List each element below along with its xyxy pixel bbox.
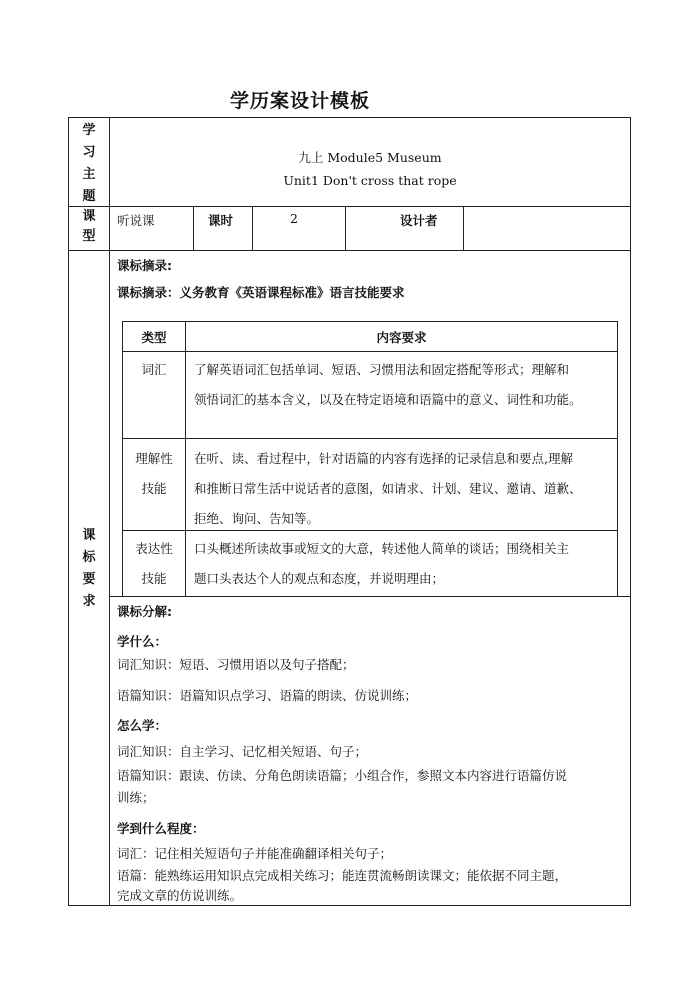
table-label-column-divider (109, 117, 110, 906)
table-row-divider (68, 206, 631, 207)
level-line-3: 完成文章的仿说训练。 (117, 888, 243, 903)
inner-table-border-top (122, 321, 618, 322)
table-row-divider (110, 596, 631, 597)
table-cell-divider (193, 206, 194, 250)
vocab-content-cell: 了解英语词汇包括单词、短语、习惯用法和固定搭配等形式；理解和 领悟词汇的基本含义，以及在特定语境和语篇中的意义、词性和功能。 (194, 362, 582, 407)
what-heading: 学什么： (117, 634, 168, 649)
requirements-label: 课 标 要 求 (82, 528, 96, 609)
level-line-1: 词汇：记住相关短语句子并能准确翻译相关句子； (117, 846, 393, 861)
table-cell-divider (252, 206, 253, 250)
hours-label: 课时 (208, 213, 234, 228)
table-row-divider (68, 250, 631, 251)
comprehension-content-cell: 在听、读、看过程中，针对语篇的内容有选择的记录信息和要点,理解 和推断日常生活中说话者的意图，如请求、计划、建议、邀请、道歉、 拒绝、询问、告知等。 (194, 451, 582, 526)
expression-type-cell: 表达性 技能 (135, 541, 173, 586)
how-heading: 怎么学： (117, 718, 168, 733)
inner-col-content-header: 内容要求 (376, 330, 427, 345)
inner-table-row-divider (122, 351, 618, 352)
excerpt-line: 课标摘录：义务教育《英语课程标准》语言技能要求 (117, 285, 405, 300)
topic-line-2: Unit1 Don't cross that rope (283, 173, 457, 188)
type-label: 课 型 (82, 209, 96, 244)
table-cell-divider (345, 206, 346, 250)
how-line-2: 语篇知识：跟读、仿读、分角色朗读语篇；小组合作，参照文本内容进行语篇仿说 (117, 768, 568, 783)
how-line-3: 训练； (117, 790, 155, 805)
table-border-top (68, 117, 631, 118)
inner-col-type-header: 类型 (141, 330, 167, 345)
table-cell-divider (463, 206, 464, 250)
topic-line-1: 九上 Module5 Museum (298, 150, 442, 165)
document-title: 学历案设计模板 (229, 90, 370, 112)
vocab-type-cell: 词汇 (141, 362, 167, 377)
topic-label: 学 习 主 题 (82, 123, 96, 204)
inner-table-border-right (617, 321, 618, 596)
comprehension-type-cell: 理解性 技能 (135, 451, 173, 496)
designer-label: 设计者 (400, 213, 438, 228)
what-line-1: 词汇知识：短语、习惯用语以及句子搭配； (117, 657, 355, 672)
expression-content-cell: 口头概述所读故事或短文的大意，转述他人简单的谈话；围绕相关主 题口头表达个人的观点和态度，并说明理由； (194, 541, 570, 586)
level-line-2: 语篇：能熟练运用知识点完成相关练习；能连贯流畅朗读课文；能依据不同主题， (117, 868, 568, 883)
how-line-1: 词汇知识：自主学习、记忆相关短语、句子； (117, 744, 368, 759)
what-line-2: 语篇知识：语篇知识点学习、语篇的朗读、仿说训练； (117, 688, 418, 703)
type-value: 听说课 (117, 213, 155, 228)
hours-value: 2 (290, 211, 298, 226)
topic-value (110, 146, 630, 192)
level-heading: 学到什么程度： (117, 821, 205, 836)
inner-table-column-divider (185, 321, 186, 596)
table-border-right (630, 117, 631, 906)
breakdown-heading: 课标分解: (117, 604, 172, 619)
inner-table-row-divider (122, 438, 618, 439)
excerpt-heading: 课标摘录: (117, 258, 172, 273)
